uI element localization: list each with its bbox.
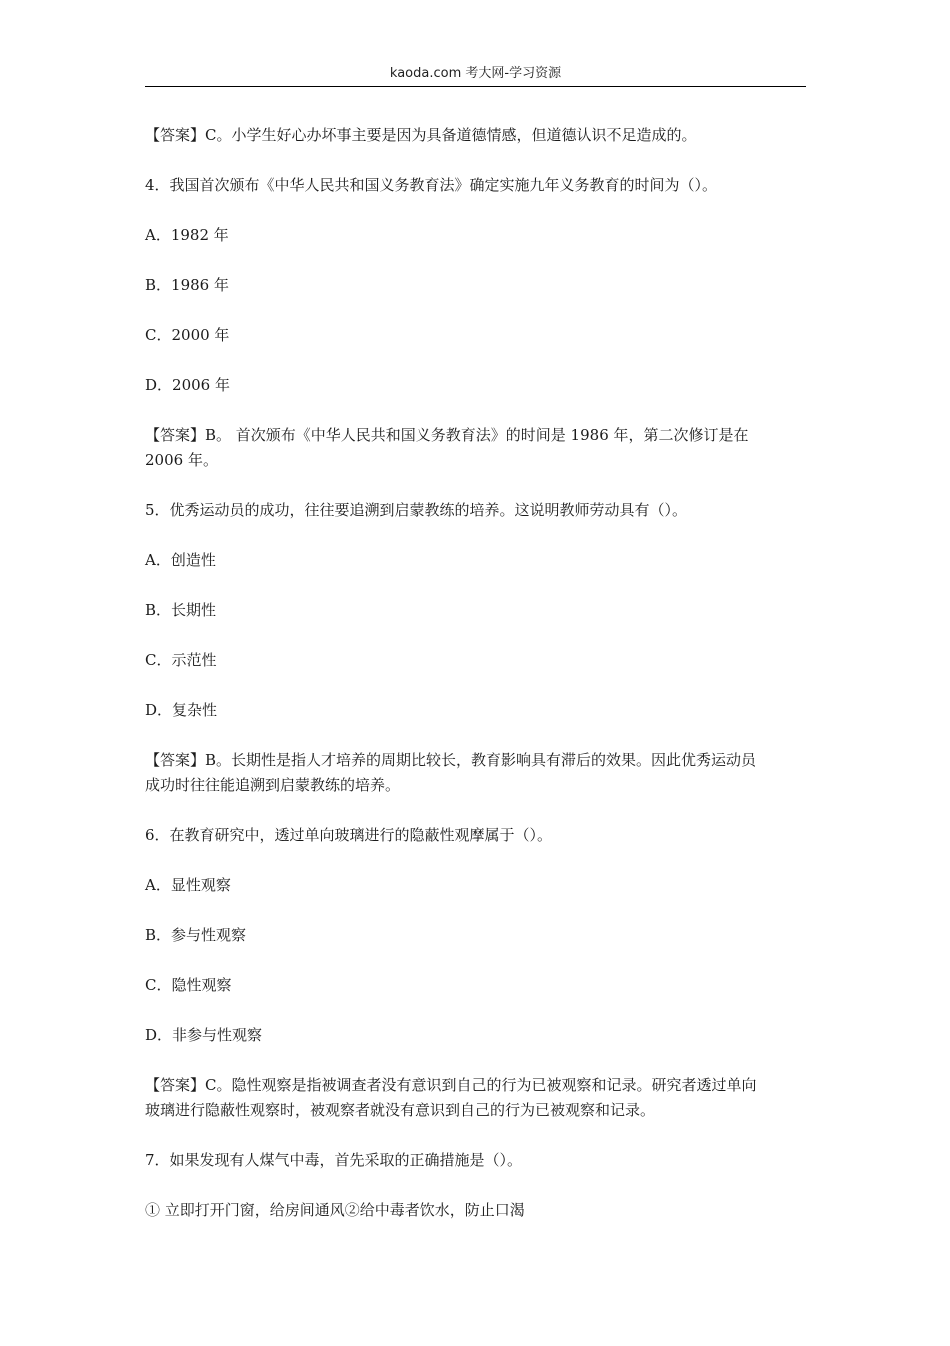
question-4-stem: 4．我国首次颁布《中华人民共和国义务教育法》确定实施九年义务教育的时间为（）。 [145,176,718,194]
q6-option-a: A．显性观察 [145,876,231,894]
q4-option-b: B．1986 年 [145,276,229,294]
q5-answer-line-1: 【答案】B。长期性是指人才培养的周期比较长，教育影响具有滞后的效果。因此优秀运动员 [145,751,757,769]
question-5-stem: 5．优秀运动员的成功，往往要追溯到启蒙教练的培养。这说明教师劳动具有（）。 [145,501,688,519]
q4-answer-line-2: 2006 年。 [145,451,218,469]
q5-option-c: C．示范性 [145,651,217,669]
q6-answer-line-2: 玻璃进行隐蔽性观察时，被观察者就没有意识到自己的行为已被观察和记录。 [145,1101,656,1119]
answer-q3: 【答案】C。小学生好心办坏事主要是因为具备道德情感，但道德认识不足造成的。 [145,126,697,144]
q4-option-a: A．1982 年 [145,226,229,244]
q6-option-c: C．隐性观察 [145,976,232,994]
q6-option-d: D．非参与性观察 [145,1026,263,1044]
q5-answer-line-2: 成功时往往能追溯到启蒙教练的培养。 [145,776,401,794]
q4-answer-line-1: 【答案】B。 首次颁布《中华人民共和国义务教育法》的时间是 1986 年，第二次修订是在 [145,426,749,444]
q7-items-line: ① 立即打开门窗，给房间通风②给中毒者饮水，防止口渴 [145,1201,525,1219]
page-header [145,64,806,87]
q5-option-a: A．创造性 [145,551,216,569]
q6-answer-line-1: 【答案】C。隐性观察是指被调查者没有意识到自己的行为已被观察和记录。研究者透过单向 [145,1076,757,1094]
question-7-stem: 7．如果发现有人煤气中毒，首先采取的正确措施是（）。 [145,1151,523,1169]
q4-option-c: C．2000 年 [145,326,230,344]
header-title: kaoda.com 考大网-学习资源 [389,66,562,81]
q4-option-d: D．2006 年 [145,376,230,394]
q6-option-b: B．参与性观察 [145,926,247,944]
q5-option-d: D．复杂性 [145,701,218,719]
q5-option-b: B．长期性 [145,601,217,619]
question-6-stem: 6．在教育研究中，透过单向玻璃进行的隐蔽性观摩属于（）。 [145,826,553,844]
